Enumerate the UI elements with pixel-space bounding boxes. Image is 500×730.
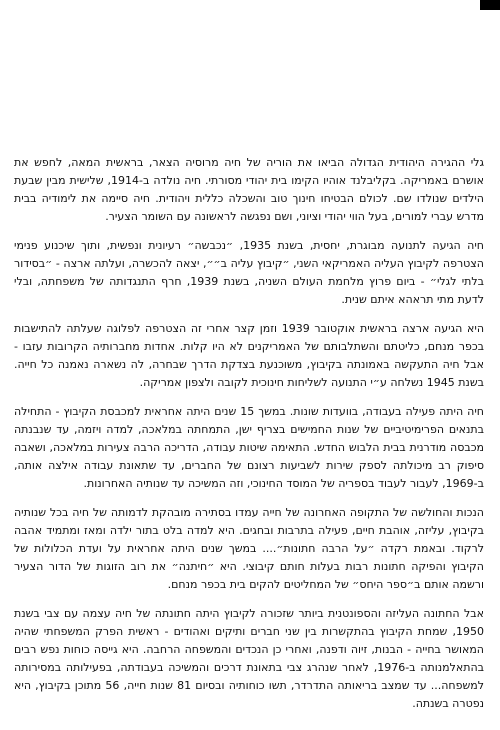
paragraph-emigration: גלי ההגירה היהודית הגדולה הביאו את הוריה של חיה מרוסיה הצאר, בראשית המאה, לחפש את אושרם באמריקה. בקליבלנד אוהיו הקימו בית יהודי מסורתי. חיה נולדה ב-1914, שלישית מבין שבעת הילדים שנולדו שם. לכולם הבטיחו חינוך טוב והשכלה כללית ויהודית. חיה סיימה את לימודיה בבית מדרש עברי למורים, בעל הווי יהודי וציוני, ושם נפגשה לראשונה עם השומר הצעיר. [14, 156, 485, 223]
paragraph-movement: חיה הגיעה לתנועה מבוגרת, יחסית, בשנת 1935, ״נכבשה״ רעיונית ונפשית, ותוך שיכנוע פנימי הצטרפה לקיבוץ העליה האמריקאי השני, ״קיבוץ עליה ב״״, יצאה להכשרה, ועלתה ארצה - ״בסידור בלתי לגלי״ - ביום פרוץ מלחמת העולם השניה, בשנת 1939, חרף התנגדותה של משפחתה, ובלי לדעת מתי תראהא איתם שנית. [14, 239, 485, 306]
paragraph-later-years: הנכות והחולשה של התקופה האחרונה של חייה עמדו בסתירה מובהקת לדמותה של חיה בכל שנותיה בקיבוץ, עליזה, אוהבת חיים, פעילה בתרבות ובחגים. היא למדה בלט בתור ילדה ומאז ומתמיד אהבה לרקוד. ובאמת רקדה ״על הרבה חתונות״.... במשך שנים היתה אחראית על ועדת הכלולות של הקיבוץ והפיקה חתונות רבות בעלות חותם קיבוצי. היא ״חיתנה״ את רוב הזוגות של הדור הצעיר ורשמה אותם ב״ספר היחס״ של המחליטים להקים בית בכפר מנחם. [14, 506, 484, 591]
paragraph-work: חיה היתה פעילה בעבודה, בוועדות שונות. במשך 15 שנים היתה אחראית למכבסת הקיבוץ - התחילה בתנאים הפרימיטיביים של שנות החמישים בצריף ישן, התמחתה במלאכה, למדה ויזמה, עד שנבנתה מכבסה מודרנית בבית הלבוש החדש. התאימה שיטות עבודה, הדריכה הרבה צעירות במלאכה, ושאבה סיפוק רב מיכולתה לספק שירות לשביעות רצונם של החברים, עד שתאונת עבודה אילצה אותה, ב-1969, לעבור לעבוד בספריה של המוסד החינוכי, וזה המשיכה עד שנותיה האחרונות. [14, 405, 484, 490]
paragraph-family: אבל החתונה העליזה והספונטנית ביותר שזכורה לקיבוץ היתה חתונתה של חיה עצמה עם צבי בשנת 1950, שמחת הקיבוץ בהתקשרות בין שני חברים ותיקים ואהודים - ראשית הפרק המשפחתי שהיה המאושר בחייה - הבנות, זיוה ודפנה, ואחרי כן הנכדים והמשפחה הרחבה. היא גייסה כוחות נפש רבים בהתאלמנותה ב-1976, לאחר שנהרג צבי בתאונת דרכים והמשיכה בעבודתה, בפעילותה במסירותה למשפחה... עד שמצב בריאותה התדרדר, תשו כוחותיה ובסיום 81 שנות חייה, 56 מתוכן בקיבוץ, היא נפטרה בשנתה. [14, 607, 484, 710]
paragraph-arrival: היא הגיעה ארצה בראשית אוקטובר 1939 וזמן קצר אחרי זה הצטרפה לפלוגה שעלתה להתישבות בכפר מנחם, כליטתם והשתלבותם של האמריקנים לא היו קלות. אחדות מחברותיה הקרובות עזבו - אבל חיה התעקשה באמונתה בקיבוץ, משוכנעת בצדקת הדרך שבחרה, לה נשארה נאמנה כל חייה. בשנת 1945 נשלחה ע״י התנועה לשליחות חינוכית לקובה ולצפון אמריקה. [14, 322, 485, 389]
